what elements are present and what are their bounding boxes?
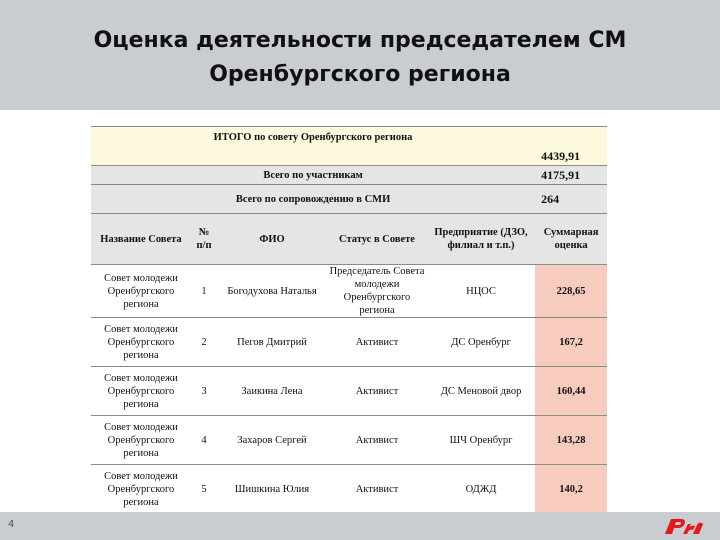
- participants-label: Всего по участникам: [91, 166, 535, 185]
- table-row: [91, 265, 607, 318]
- cell-number: 2: [191, 318, 217, 367]
- header-score: Суммарная оценка: [535, 214, 607, 265]
- cell-enterprise: ДС Оренбург: [427, 318, 535, 367]
- cell-number: 4: [191, 416, 217, 465]
- cell-status: Председатель Совета молодежи Оренбургского региона: [327, 265, 427, 318]
- page-number: 4: [8, 519, 15, 530]
- cell-number: 5: [191, 465, 217, 514]
- cell-name: Пегов Дмитрий: [217, 318, 327, 367]
- cell-score: 228,65: [535, 265, 607, 318]
- cell-enterprise: ШЧ Оренбург: [427, 416, 535, 465]
- cell-number: 3: [191, 367, 217, 416]
- cell-council: Совет молодежи Оренбургского региона: [91, 367, 191, 416]
- media-value: 264: [535, 185, 607, 214]
- summary-row-participants: [91, 166, 607, 185]
- total-value: 4439,91: [535, 127, 607, 166]
- cell-score: 167,2: [535, 318, 607, 367]
- header-number: № п/п: [191, 214, 217, 265]
- rzd-logo-icon: [662, 515, 706, 537]
- cell-enterprise: ДС Меновой двор: [427, 367, 535, 416]
- results-table: [91, 126, 607, 514]
- header-council: Название Совета: [91, 214, 191, 265]
- cell-score: 160,44: [535, 367, 607, 416]
- slide-header: [0, 0, 720, 110]
- cell-score: 143,28: [535, 416, 607, 465]
- table-row: [91, 367, 607, 416]
- cell-council: Совет молодежи Оренбургского региона: [91, 265, 191, 318]
- cell-enterprise: ОДЖД: [427, 465, 535, 514]
- results-table-container: [91, 126, 607, 514]
- cell-number: 1: [191, 265, 217, 318]
- cell-name: Богодухова Наталья: [217, 265, 327, 318]
- cell-council: Совет молодежи Оренбургского региона: [91, 416, 191, 465]
- summary-row-media: [91, 185, 607, 214]
- title-line-1: Оценка деятельности председателем СМ: [93, 28, 627, 53]
- table-row: [91, 416, 607, 465]
- cell-name: Заикина Лена: [217, 367, 327, 416]
- cell-name: Захаров Сергей: [217, 416, 327, 465]
- slide-title: [0, 24, 720, 92]
- cell-enterprise: НЦОС: [427, 265, 535, 318]
- cell-name: Шишкина Юлия: [217, 465, 327, 514]
- cell-status: Активист: [327, 318, 427, 367]
- summary-row-total: [91, 127, 607, 166]
- total-label: ИТОГО по совету Оренбургского региона: [91, 127, 535, 166]
- cell-council: Совет молодежи Оренбургского региона: [91, 465, 191, 514]
- table-row: [91, 318, 607, 367]
- cell-council: Совет молодежи Оренбургского региона: [91, 318, 191, 367]
- slide-footer: [0, 512, 720, 540]
- header-enterprise: Предприятие (ДЗО, филиал и т.п.): [427, 214, 535, 265]
- cell-status: Активист: [327, 465, 427, 514]
- media-label: Всего по сопровождению в СМИ: [91, 185, 535, 214]
- participants-value: 4175,91: [535, 166, 607, 185]
- title-line-2: Оренбургского региона: [209, 62, 511, 87]
- header-name: ФИО: [217, 214, 327, 265]
- cell-status: Активист: [327, 367, 427, 416]
- header-status: Статус в Совете: [327, 214, 427, 265]
- table-row: [91, 465, 607, 514]
- cell-score: 140,2: [535, 465, 607, 514]
- cell-status: Активист: [327, 416, 427, 465]
- table-header-row: [91, 214, 607, 265]
